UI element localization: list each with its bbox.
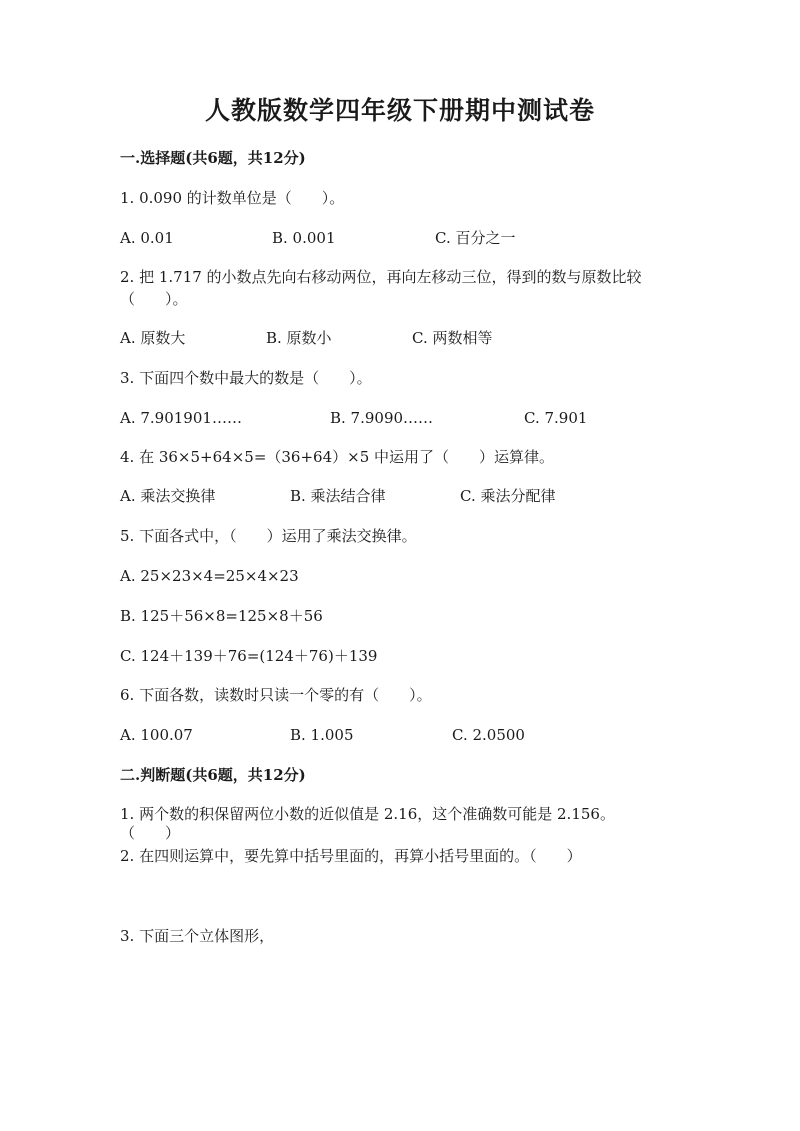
question-stem: 2. 把 1.717 的小数点先向右移动两位，再向左移动三位，得到的数与原数比较 [120,268,642,286]
option-c: C. 7.901 [524,409,588,427]
question-stem: 6. 下面各数，读数时只读一个零的有（ ）。 [120,686,432,704]
option-c: C. 百分之一 [435,229,516,247]
option-a: A. 100.07 [120,726,193,744]
section-heading-choice: 一.选择题(共6题，共12分) [120,149,306,167]
option-c: C. 2.0500 [452,726,525,744]
option-c: C. 乘法分配律 [460,487,556,505]
option-b: B. 125＋56×8=125×8＋56 [120,607,323,625]
option-c: C. 两数相等 [412,329,493,347]
question-stem-continued: （ ）。 [120,290,188,308]
page-title: 人教版数学四年级下册期中测试卷 [204,96,595,125]
option-a: A. 7.901901…… [120,409,242,427]
section-heading-judgement: 二.判断题(共6题，共12分) [120,766,306,784]
option-b: B. 原数小 [266,329,332,347]
question-stem: 5. 下面各式中，（ ）运用了乘法交换律。 [120,527,417,545]
question-stem: 3. 下面四个数中最大的数是（ ）。 [120,369,372,387]
option-b: B. 1.005 [290,726,354,744]
question-stem-continued: （ ） [120,824,181,842]
question-stem: 1. 0.090 的计数单位是（ ）。 [120,189,345,207]
question-stem: 2. 在四则运算中，要先算中括号里面的，再算小括号里面的。（ ） [120,847,582,865]
option-a: A. 原数大 [120,329,186,347]
option-a: A. 乘法交换律 [120,487,216,505]
question-stem: 1. 两个数的积保留两位小数的近似值是 2.16，这个准确数可能是 2.156。 [120,805,615,823]
question-stem: 4. 在 36×5+64×5=（36+64）×5 中运用了（ ）运算律。 [120,448,555,466]
option-b: B. 7.9090…… [330,409,434,427]
option-b: B. 0.001 [272,229,336,247]
question-stem: 3. 下面三个立体图形， [120,927,275,945]
option-a: A. 25×23×4=25×4×23 [120,567,299,585]
option-a: A. 0.01 [120,229,174,247]
option-c: C. 124＋139＋76=(124＋76)＋139 [120,647,378,665]
option-b: B. 乘法结合律 [290,487,386,505]
